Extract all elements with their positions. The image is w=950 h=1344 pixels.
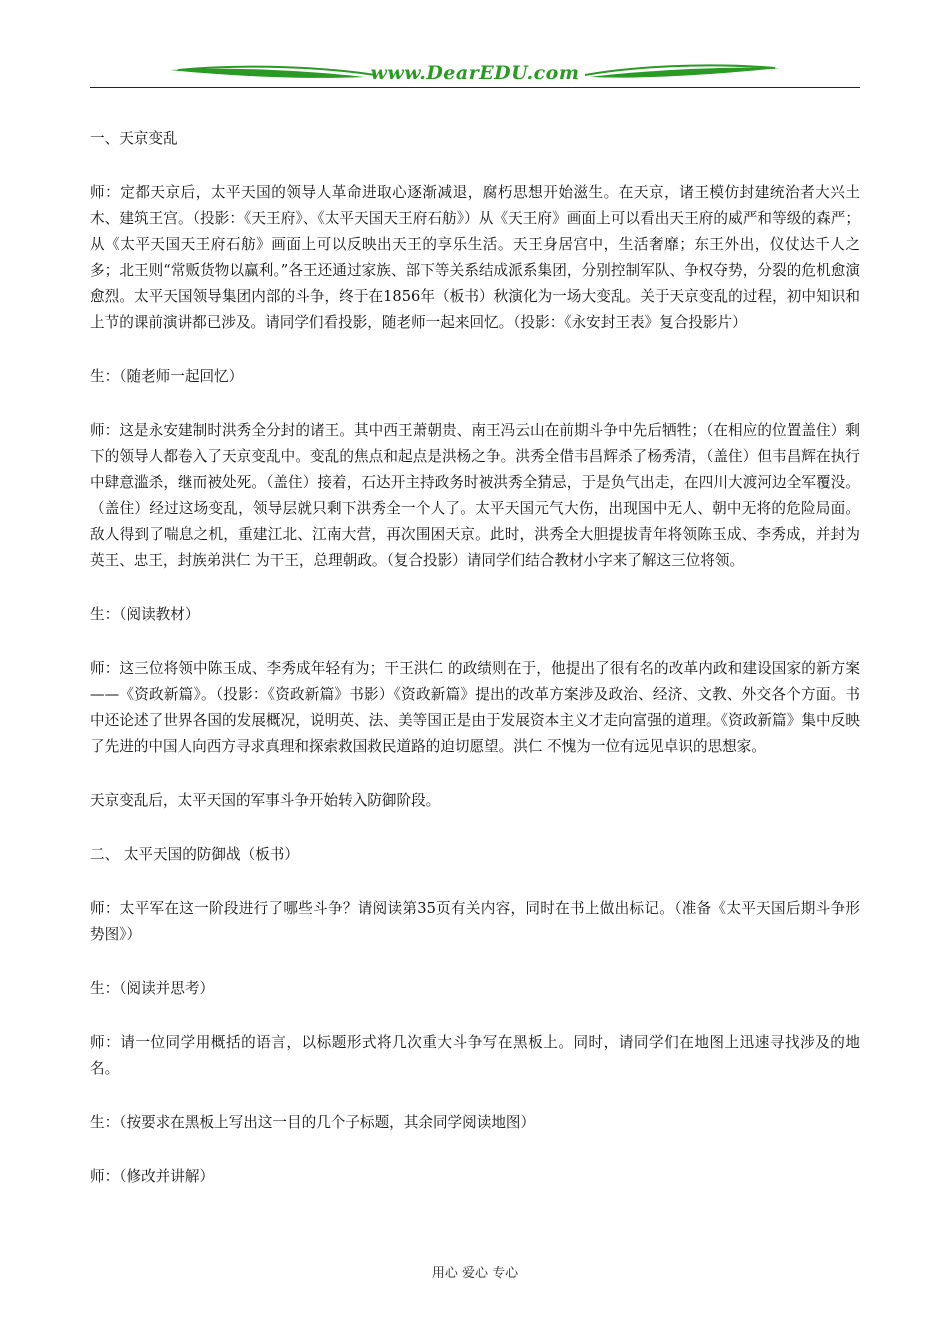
section-heading: 一、天京变乱 [90,130,178,147]
paragraph: 生：（阅读教材） [90,606,200,623]
paragraph: 师：定都天京后，太平天国的领导人革命进取心逐渐减退，腐朽思想开始滋生。在天京，诸王模仿封建统治者大兴土木、建筑王宫。（投影：《天王府》、《太平天国天王府石舫》）从《天王府》画面上可以看出天王府的威严和等级的森严；从《太平天国天王府石舫》画面上可以反映出天王的享乐生活。天王身居宫中，生活奢靡；东王外出，仪仗达千人之多；北王则“常贩货物以赢利。”各王还通过家族、部下等关系结成派系集团，分别控制军队、争权夺势，分裂的危机愈演愈烈。太平天国领导集团内部的斗争，终于在1856年（板书）秋演化为一场大变乱。关于天京变乱的过程，初中知识和上节的课前演讲都已涉及。请同学们看投影，随老师一起来回忆。（投影：《永安封王表》复合投影片） [90,184,860,331]
site-header-logo [90,58,860,94]
header-divider [90,87,860,88]
paragraph: 生：（按要求在黑板上写出这一目的几个子标题，其余同学阅读地图） [90,1114,536,1131]
paragraph: 师：这是永安建制时洪秀全分封的诸王。其中西王萧朝贵、南王冯云山在前期斗争中先后牺牲；（在相应的位置盖住）剩下的领导人都卷入了天京变乱中。变乱的焦点和起点是洪杨之争。洪秀全借韦昌辉杀了杨秀清，（盖住）但韦昌辉在执行中肆意滥杀，继而被处死。（盖住）接着，石达开主持政务时被洪秀全猜忌，于是负气出走，在四川大渡河边全军覆没。（盖住）经过这场变乱，领导层就只剩下洪秀全一个人了。太平天国元气大伤，出现国中无人、朝中无将的危险局面。敌人得到了喘息之机，重建江北、江南大营，再次围困天京。此时，洪秀全大胆提拔青年将领陈玉成、李秀成，并封为英王、忠王，封族弟洪仁 为干王，总理朝政。（复合投影）请同学们结合教材小字来了解这三位将领。 [90,422,860,569]
paragraph: 生：（阅读并思考） [90,980,215,997]
document-body [90,126,860,1218]
paragraph: 师：这三位将领中陈玉成、李秀成年轻有为；干王洪仁 的政绩则在于，他提出了很有名的改革内政和建设国家的新方案——《资政新篇》。（投影：《资政新篇》书影）《资政新篇》提出的改革方案涉及政治、经济、文教、外交各个方面。书中还论述了世界各国的发展概况，说明英、法、美等国正是由于发展资本主义才走向富强的道理。《资政新篇》集中反映了先进的中国人向西方寻求真理和探索救国救民道路的迫切愿望。洪仁 不愧为一位有远见卓识的思想家。 [90,660,860,755]
paragraph: 师：太平军在这一阶段进行了哪些斗争？请阅读第35页有关内容，同时在书上做出标记。（准备《太平天国后期斗争形势图》） [90,900,860,943]
paragraph: 师：请一位同学用概括的语言，以标题形式将几次重大斗争写在黑板上。同时，请同学们在地图上迅速寻找涉及的地名。 [90,1034,860,1077]
site-logo-text: www.DearEDU.com [370,62,580,84]
paragraph: 生：（随老师一起回忆） [90,368,244,385]
section-heading: 二、 太平天国的防御战（板书） [90,846,299,863]
paragraph: 天京变乱后，太平天国的军事斗争开始转入防御阶段。 [90,792,441,809]
paragraph: 师：（修改并讲解） [90,1168,215,1185]
page-footer: 用心 爱心 专心 [431,1266,519,1281]
